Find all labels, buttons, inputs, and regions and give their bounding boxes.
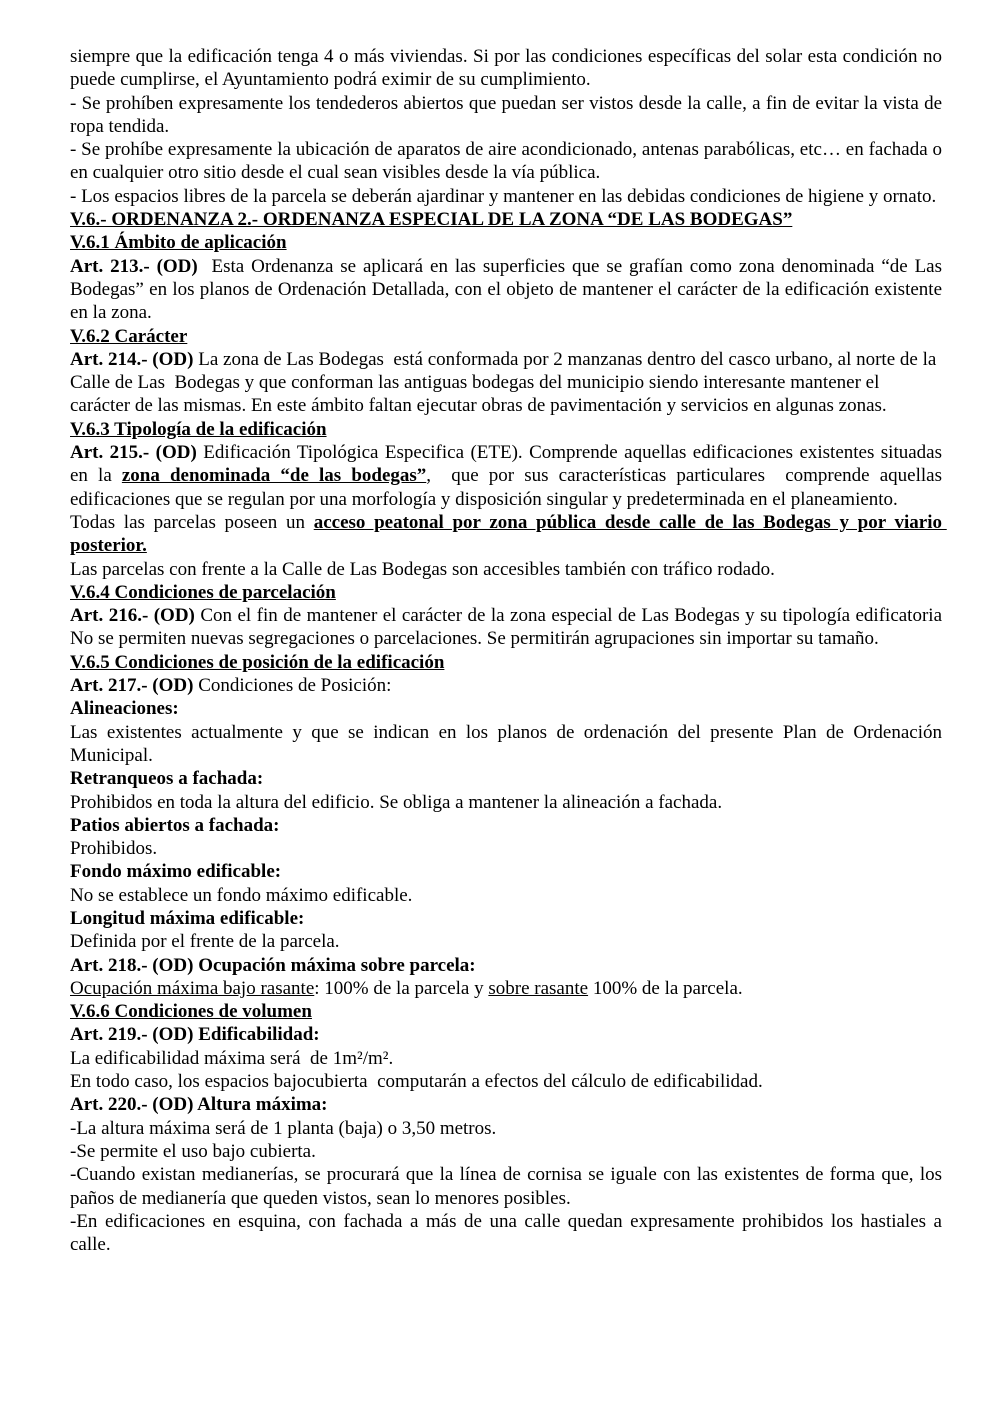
label-fondo [70,860,942,883]
text-segment: Art. 217.- (OD) [70,675,194,697]
text-segment: Fondo máximo edificable: [70,861,282,883]
text-segment: 100% de la parcela. [588,977,743,999]
article-215 [70,441,947,511]
text-segment: Condiciones de Posición: [193,675,392,697]
text-segment: La zona de Las Bodegas está conformada por 2 manzanas dentro del casco urbano, al norte de la Calle de Las Bodegas y que conforman las antiguas bodegas del municipio siendo interesante mantener el carácter de las mismas. En este ámbito faltan ejecutar obras de pavimentación y servicios en algunas zonas. [70,348,942,417]
text-segment: V.6.3 Tipología de la edificación [70,418,327,440]
heading-v6 [70,208,942,231]
label-longitud [70,907,942,930]
paragraph-esquina [70,1210,947,1257]
paragraph-patios [70,837,942,860]
text-segment: V.6.5 Condiciones de posición de la edificación [70,651,445,673]
heading-v6-1 [70,231,942,254]
text-segment: Las existentes actualmente y que se indican en los planos de ordenación del presente Plan de Ordenación Municipal. [70,721,947,766]
text-segment: Retranqueos a fachada: [70,768,264,790]
text-segment: sobre rasante [488,977,589,999]
paragraph-ocupacion [70,977,942,1000]
text-segment: V.6.1 Ámbito de aplicación [70,232,287,254]
article-216 [70,604,947,651]
text-segment: V.6.6 Condiciones de volumen [70,1001,312,1023]
bullet-espacios-libres [70,185,942,208]
text-segment: - Se prohíbe expresamente la ubicación de aparatos de aire acondicionado, antenas parabólicas, etc… en fachada o en cualquier otro sitio desde el cual sean visibles desde la vía pública. [70,139,947,184]
paragraph-fondo [70,884,942,907]
text-segment: Prohibidos. [70,838,158,860]
paragraph-edificabilidad [70,1047,942,1070]
article-218 [70,954,942,977]
paragraph-alineaciones [70,721,947,768]
document-content [70,45,947,1256]
text-segment: Definida por el frente de la parcela. [70,931,340,953]
paragraph-acceso-peatonal [70,511,947,558]
bullet-tendederos [70,92,947,139]
text-segment: Alineaciones: [70,698,179,720]
heading-v6-5 [70,651,942,674]
text-segment: Todas las parcelas poseen un [70,511,314,533]
text-segment: No se establece un fondo máximo edificable. [70,884,413,906]
label-alineaciones [70,697,942,720]
article-217 [70,674,942,697]
text-segment: Art. 216.- (OD) [70,605,195,627]
label-retranqueos [70,767,942,790]
text-segment: - Se prohíben expresamente los tendederos abiertos que puedan ser vistos desde la calle, a fin de evitar la vista de ropa tendida. [70,92,947,137]
text-segment: Esta Ordenanza se aplicará en las superficies que se grafían como zona denominada “de Las Bodegas” en los planos de Ordenación Detallada, con el objeto de mantener el carácter de la edificación existente en la zona. [70,255,947,324]
text-segment: Art. 220.- (OD) Altura máxima: [70,1094,328,1116]
article-213 [70,255,947,325]
text-segment: V.6.2 Carácter [70,325,188,347]
heading-v6-3 [70,418,942,441]
text-segment: V.6.- ORDENANZA 2.- ORDENANZA ESPECIAL DE LA ZONA “DE LAS BODEGAS” [70,209,793,231]
heading-v6-2 [70,325,942,348]
paragraph-altura-maxima [70,1117,942,1140]
label-patios [70,814,942,837]
article-219 [70,1023,942,1046]
text-segment: acceso peatonal por zona pública desde calle de las Bodegas y por viario posterior. [70,511,947,557]
text-segment: V.6.4 Condiciones de parcelación [70,581,336,603]
bullet-aire-acondicionado [70,138,947,185]
text-segment: Longitud máxima edificable: [70,907,305,929]
text-segment: En todo caso, los espacios bajocubierta computarán a efectos del cálculo de edificabilidad. [70,1071,763,1093]
text-segment: Las parcelas con frente a la Calle de Las Bodegas son accesibles también con tráfico rodado. [70,558,775,580]
heading-v6-4 [70,581,942,604]
text-segment: Patios abiertos a fachada: [70,814,280,836]
text-segment: Con el fin de mantener el carácter de la zona especial de Las Bodegas y su tipología edificatoria No se permiten nuevas segregaciones o parcelaciones. Se permitirán agrupaciones sin importar su tamaño. [70,605,947,650]
text-segment: Art. 219.- (OD) Edificabilidad: [70,1024,320,1046]
heading-v6-6 [70,1000,942,1023]
text-segment: Prohibidos en toda la altura del edificio. Se obliga a mantener la alineación a fachada. [70,791,723,813]
text-segment: -Cuando existan medianerías, se procurará que la línea de cornisa se iguale con las existentes de forma que, los paños de medianería que queden vistos, sean lo menores posibles. [70,1164,947,1209]
text-segment: -En edificaciones en esquina, con fachada a más de una calle quedan expresamente prohibidos los hastiales a calle. [70,1210,947,1256]
text-segment: Art. 214.- (OD) [70,348,194,370]
article-214 [70,348,942,418]
text-segment: -Se permite el uso bajo cubierta. [70,1140,316,1162]
text-segment: La edificabilidad máxima será de 1m²/m². [70,1047,394,1069]
paragraph-medianerias [70,1163,947,1210]
text-segment: : 100% de la parcela y [314,977,489,999]
text-segment: -La altura máxima será de 1 planta (baja) o 3,50 metros. [70,1117,497,1139]
paragraph-uso-bajo-cubierta [70,1140,942,1163]
paragraph-continuation [70,45,947,92]
text-segment: - Los espacios libres de la parcela se deberán ajardinar y mantener en las debidas condiciones de higiene y ornato. [70,185,937,207]
text-segment: siempre que la edificación tenga 4 o más viviendas. Si por las condiciones específicas del solar esta condición no puede cumplirse, el Ayuntamiento podrá eximir de su cumplimiento. [70,46,947,91]
article-220 [70,1093,942,1116]
paragraph-longitud [70,930,942,953]
text-segment: Art. 218.- (OD) Ocupación máxima sobre parcela: [70,954,476,976]
text-segment: Art. 213.- (OD) [70,255,198,277]
text-segment: zona denominada “de las bodegas” [121,465,427,487]
text-segment: Edificación Tipológica Especifica (ETE). Comprende aquellas edificaciones existentes situadas en la [70,442,947,487]
paragraph-trafico-rodado [70,558,942,581]
text-segment: Ocupación máxima bajo rasante [70,977,315,999]
text-segment: , que por sus características particulares comprende aquellas edificaciones que se regulan por una morfología y disposición singular y predeterminada en el planeamiento. [70,465,947,510]
paragraph-retranqueos [70,791,942,814]
text-segment: Art. 215.- (OD) [70,442,197,464]
paragraph-bajocubierta [70,1070,942,1093]
